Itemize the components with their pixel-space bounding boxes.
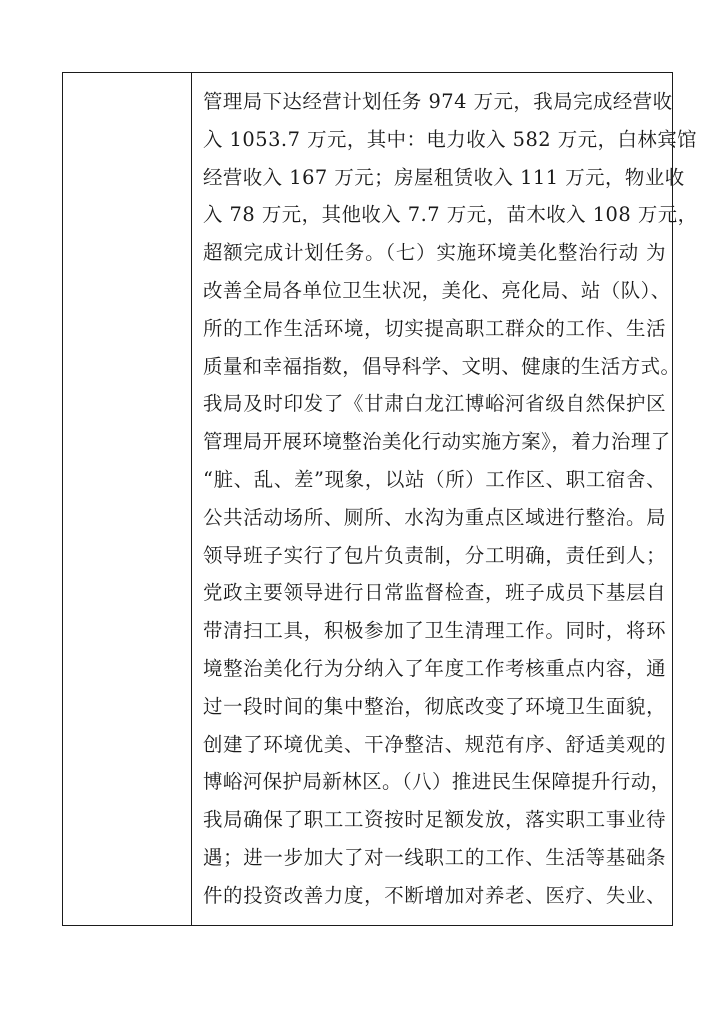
text-line: 过一段时间的集中整治，彻底改变了环境卫生面貌， [203,694,666,718]
text-line: 带清扫工具，积极参加了卫生清理工作。同时，将环 [203,619,666,643]
text-line: “脏、乱、差”现象，以站（所）工作区、职工宿舍、 [203,467,666,491]
text-line: 管理局下达经营计划任务 974 万元，我局完成经营收 [203,90,673,113]
table-content-cell [203,83,698,915]
text-line: 质量和幸福指数，倡导科学、文明、健康的生活方式。 [203,354,681,378]
text-line: 管理局开展环境整治美化行动实施方案》，着力治理了 [203,430,671,454]
text-line: 所的工作生活环境，切实提高职工群众的工作、生活 [203,316,666,340]
table-label-column [63,73,192,925]
text-line: 我局及时印发了《甘肃白龙江博峪河省级自然保护区 [203,392,666,416]
text-line: 领导班子实行了包片负责制，分工明确，责任到人； [203,543,666,567]
text-line: 博峪河保护局新林区。（八）推进民生保障提升行动， [203,770,671,794]
text-line: 超额完成计划任务。（七）实施环境美化整治行动 为 [203,241,666,265]
text-line: 入 78 万元，其他收入 7.7 万元，苗木收入 108 万元， [203,203,698,227]
text-line: 遇；进一步加大了对一线职工的工作、生活等基础条 [203,845,666,869]
text-line: 经营收入 167 万元；房屋租赁收入 111 万元，物业收 [203,165,685,189]
text-line: 创建了环境优美、干净整洁、规范有序、舒适美观的 [203,732,666,756]
text-line: 改善全局各单位卫生状况，美化、亮化局、站（队）、 [203,278,671,302]
text-line: 我局确保了职工工资按时足额发放，落实职工事业待 [203,808,666,832]
text-line: 公共活动场所、厕所、水沟为重点区域进行整治。局 [203,505,666,529]
text-line: 件的投资改善力度，不断增加对养老、医疗、失业、 [203,883,666,907]
text-line: 入 1053.7 万元，其中：电力收入 582 万元，白林宾馆 [203,127,698,151]
text-line: 党政主要领导进行日常监督检查，班子成员下基层自 [203,581,666,605]
text-line: 境整治美化行为分纳入了年度工作考核重点内容，通 [203,656,666,680]
form-table [62,72,698,926]
